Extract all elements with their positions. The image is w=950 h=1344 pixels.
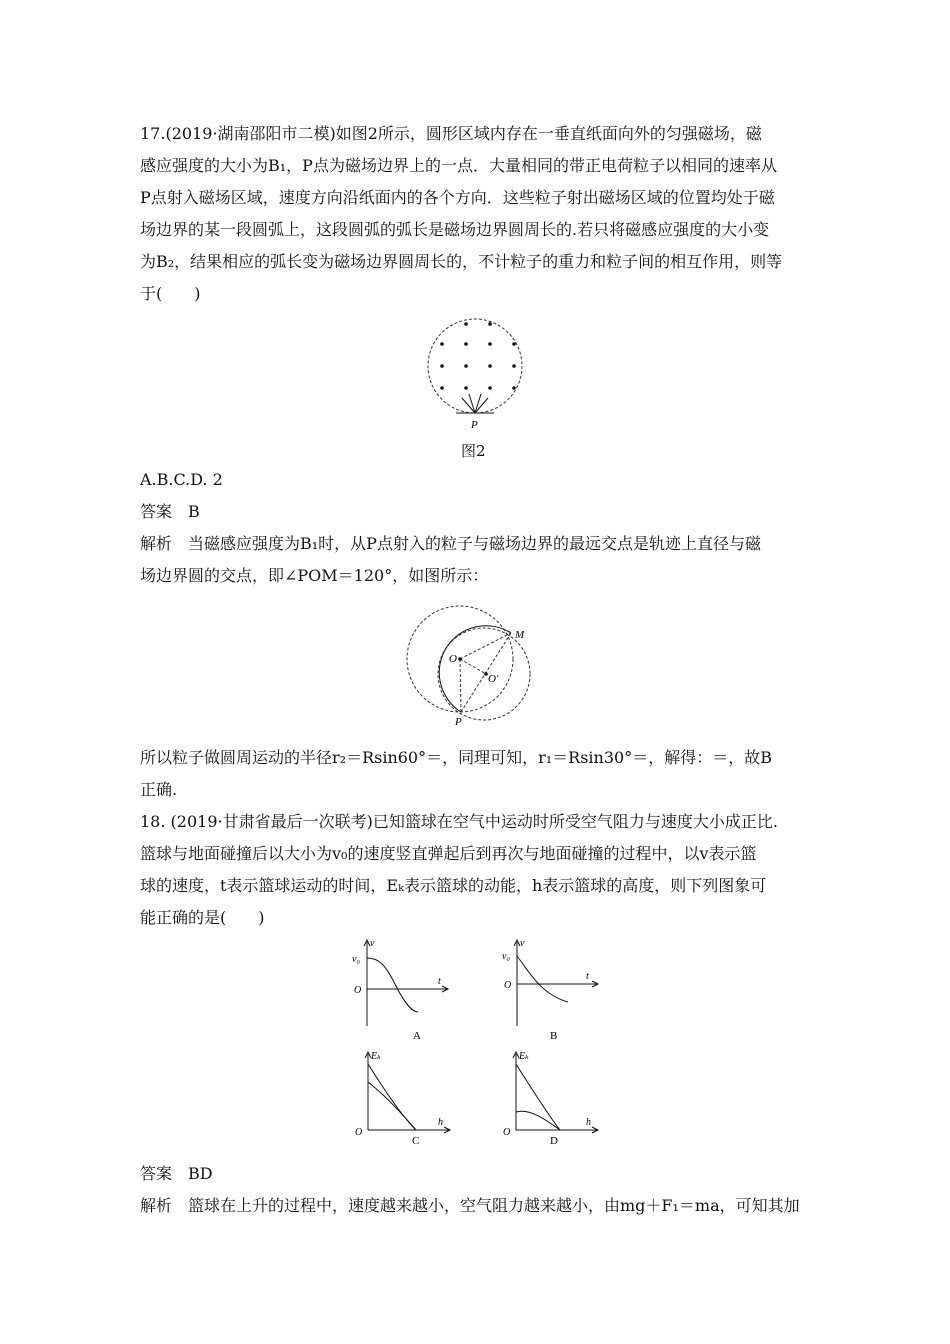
graph-c-caption: C [412,1135,420,1147]
q17-line-2: 感应强度的大小为B₁，P点为磁场边界上的一点．大量相同的带正电荷粒子以相同的速率从 [140,156,777,175]
graph-a-x-label: t [438,976,441,987]
q17-line-4: 场边界的某一段圆弧上，这段圆弧的弧长是磁场边界圆周长的.若只将磁感应强度的大小变 [140,220,770,239]
graph-a-y-label: v [370,938,375,949]
field-dots [440,322,516,390]
graph-a-v0-label: v₀ [352,954,360,965]
graph-c-x-label: h [438,1117,443,1128]
graph-a-caption: A [413,1030,421,1042]
graph-d-caption: D [550,1135,558,1147]
graph-d-y-label: Eₖ [519,1051,529,1062]
q18-line-3: 球的速度，t表示篮球运动的时间，Eₖ表示篮球的动能，h表示篮球的高度，则下列图象可 [140,876,767,895]
q17-analysis-1: 解析 当磁感应强度为B₁时，从P点射入的粒子与磁场边界的最远交点是轨迹上直径与磁 [140,534,761,553]
graph-d [500,1048,610,1148]
graph-c [352,1048,462,1148]
magnetic-field-figure [420,314,530,434]
q17-analysis-2: 场边界圆的交点，即∠POM＝120°，如图所示： [140,566,489,585]
graph-b [500,936,610,1046]
q17-analysis-3: 所以粒子做圆周运动的半径r₂＝Rsin60°＝，同理可知，r₁＝Rsin30°＝，解得：＝，故B [140,748,772,767]
graph-b-y-label: v [520,938,525,949]
q17-analysis-4: 正确. [140,780,178,799]
q17-line-5: 为B₂，结果相应的弧长变为磁场边界圆周长的，不计粒子的重力和粒子间的相互作用，则等 [140,252,783,271]
velocity-arrows [456,394,494,413]
q17-line-1: 17.(2019·湖南邵阳市二模)如图2所示，圆形区域内存在一垂直纸面向外的匀强磁场，磁 [140,124,762,143]
graph-b-caption: B [550,1030,558,1042]
graph-b-x-label: t [586,971,589,982]
q18-line-2: 篮球与地面碰撞后以大小为v₀的速度竖直弹起后到再次与地面碰撞的过程中，以v表示篮 [140,844,757,863]
graph-c-origin: O [355,1127,363,1138]
q18-analysis: 解析 篮球在上升的过程中，速度越来越小，空气阻力越来越小，由mg＋F₁＝ma，可知其加 [140,1196,800,1215]
graph-b-origin: O [504,980,512,991]
graph-d-origin: O [503,1127,511,1138]
q18-line-1: 18. (2019·甘肃省最后一次联考)已知篮球在空气中运动时所受空气阻力与速度大小成正比. [140,812,778,831]
q17-options: A.B.C.D. 2 [140,470,223,489]
q17-line-6: 于( ) [140,284,201,303]
point-o-label: O [449,653,457,665]
q18-answer: 答案 BD [140,1164,213,1183]
graph-d-x-label: h [586,1117,591,1128]
q17-answer: 答案 B [140,502,200,521]
point-p-label: P [471,419,478,431]
graph-c-y-label: Eₖ [371,1051,381,1062]
point-m-label: M [515,629,525,641]
graph-a-origin: O [354,985,362,996]
graph-b-v0-label: v₀ [502,951,510,962]
q18-line-4: 能正确的是( ) [140,908,265,927]
point-p2-label: P [455,716,462,728]
graph-a [350,936,460,1046]
point-o-prime-label: O′ [488,673,499,685]
figure-caption: 图2 [461,442,486,460]
q17-line-3: P点射入磁场区域，速度方向沿纸面内的各个方向．这些粒子射出磁场区域的位置均处于磁 [140,188,775,207]
trajectory-geometry-figure [405,604,545,730]
